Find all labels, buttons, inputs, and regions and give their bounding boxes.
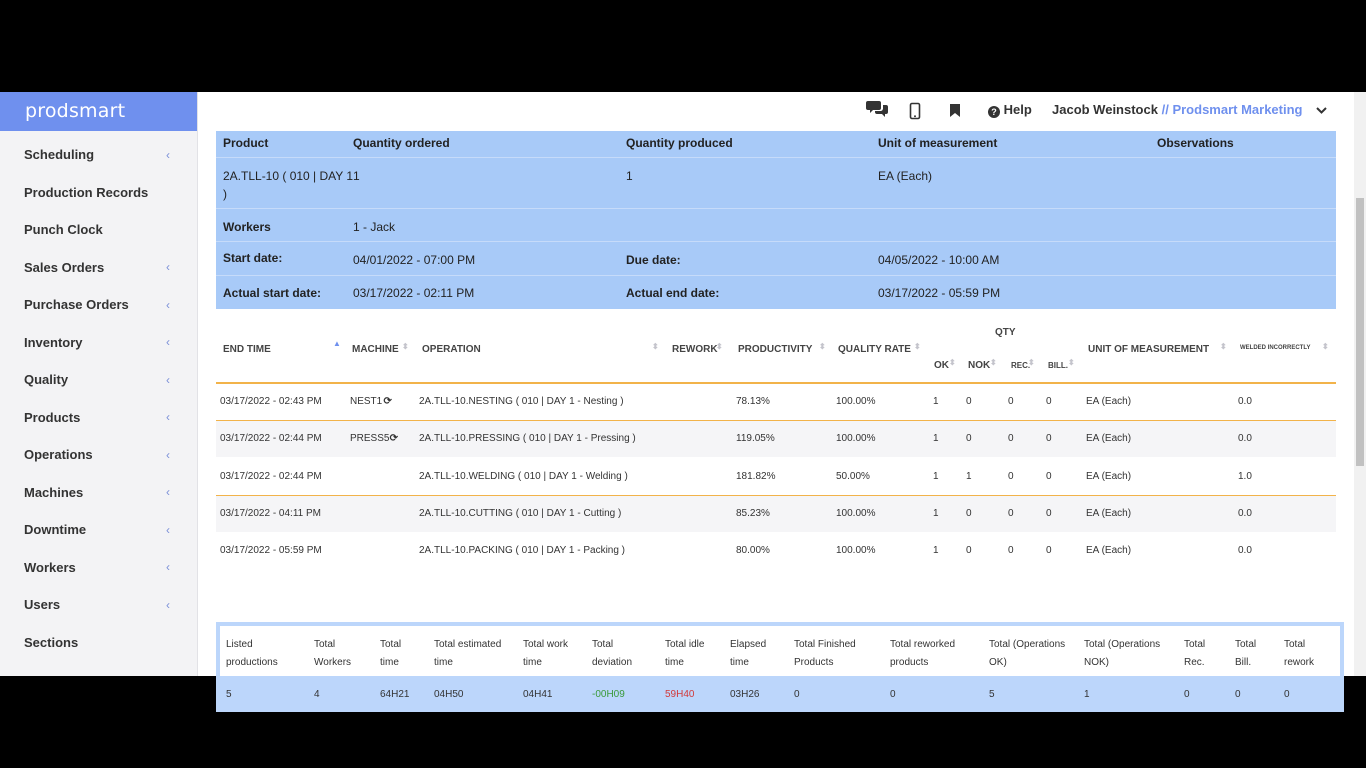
sidebar-item-label: Quality <box>24 372 69 388</box>
column-quality-rate[interactable]: QUALITY RATE <box>838 344 911 355</box>
totals-header-cell <box>523 636 568 672</box>
totals-value: 0 <box>1284 689 1290 700</box>
totals-label-line1: Elapsed <box>730 639 767 650</box>
cell-operation: 2A.TLL-10.PACKING ( 010 | DAY 1 - Packing ) <box>419 545 626 557</box>
help-link[interactable] <box>988 102 1032 118</box>
totals-value: 04H50 <box>434 689 464 700</box>
cell-uom: EA (Each) <box>1086 433 1132 445</box>
chevron-left-icon: ‹ <box>166 147 170 162</box>
page-scrollbar[interactable] <box>1354 92 1366 676</box>
totals-value: 0 <box>794 689 800 700</box>
sort-icon[interactable]: ⬍ <box>819 342 826 351</box>
totals-value: 0 <box>1235 689 1241 700</box>
cell-welded: 0.0 <box>1238 396 1252 407</box>
sidebar-item-products[interactable] <box>0 399 197 437</box>
cell-uom: EA (Each) <box>1086 396 1132 407</box>
sidebar-item-label: Users <box>24 597 61 613</box>
totals-label-line2: NOK) <box>1084 657 1109 668</box>
cell-productivity: 85.23% <box>736 507 770 519</box>
sidebar-item-workers[interactable] <box>0 549 197 587</box>
totals-header-cell <box>434 636 501 672</box>
cell-ok: 1 <box>933 545 939 557</box>
totals-label-line2: Bill. <box>1235 657 1252 668</box>
cell-operation: 2A.TLL-10.WELDING ( 010 | DAY 1 - Welding ) <box>419 470 628 482</box>
actual-start-date-value: 03/17/2022 - 02:11 PM <box>353 286 475 300</box>
totals-value: 03H26 <box>730 689 760 700</box>
table-row[interactable] <box>216 384 1336 420</box>
sidebar-item-label: Purchase Orders <box>24 297 129 313</box>
chevron-down-icon <box>1316 102 1327 117</box>
cell-ok: 1 <box>933 396 939 407</box>
quantity-ordered-value: 1 <box>353 169 360 183</box>
sort-icon[interactable]: ⬍ <box>949 358 956 367</box>
refresh-icon[interactable]: ⟳ <box>383 396 392 407</box>
cell-productivity: 181.82% <box>736 470 776 482</box>
cell-quality: 100.00% <box>836 545 876 557</box>
sidebar-item-label: Downtime <box>24 522 87 538</box>
chevron-left-icon: ‹ <box>166 372 170 387</box>
cell-productivity: 119.05% <box>736 433 775 445</box>
totals-label-line2: time <box>730 657 749 668</box>
chevron-left-icon: ‹ <box>166 485 170 500</box>
sort-icon[interactable]: ⬍ <box>914 342 921 351</box>
column-rec[interactable]: REC. <box>1011 361 1031 370</box>
chevron-left-icon: ‹ <box>166 335 170 350</box>
sidebar-item-label: Sales Orders <box>24 259 105 275</box>
chevron-left-icon: ‹ <box>166 560 170 575</box>
sidebar-item-punch-clock[interactable] <box>0 211 197 249</box>
cell-welded: 0.0 <box>1238 433 1252 445</box>
cell-nok: 0 <box>966 507 972 519</box>
start-date-value: 04/01/2022 - 07:00 PM <box>353 253 476 267</box>
totals-label-line2: deviation <box>592 657 633 668</box>
column-ok[interactable]: OK <box>934 360 949 371</box>
totals-header-cell <box>1084 636 1160 672</box>
sort-icon[interactable]: ⬍ <box>1220 342 1227 351</box>
scrollbar-thumb[interactable] <box>1356 198 1364 466</box>
table-row[interactable] <box>216 421 1336 457</box>
cell-bill: 0 <box>1046 507 1052 519</box>
totals-value: 0 <box>890 689 896 700</box>
sidebar-item-purchase-orders[interactable] <box>0 286 197 324</box>
totals-header-cell <box>730 636 766 672</box>
totals-label-line1: Total <box>314 639 336 650</box>
totals-label-line2: Workers <box>314 657 352 668</box>
sidebar-item-quality[interactable] <box>0 361 197 399</box>
totals-label-line1: Total <box>1235 639 1257 650</box>
totals-header-cell <box>890 636 955 672</box>
actual-end-date-label: Actual end date: <box>626 286 720 300</box>
cell-nok: 0 <box>966 545 972 557</box>
workers-label: Workers <box>223 220 271 234</box>
sidebar-item-machines[interactable] <box>0 474 197 512</box>
column-productivity[interactable]: PRODUCTIVITY <box>738 344 813 355</box>
quantity-produced-label: Quantity produced <box>626 136 733 150</box>
quantity-produced-value: 1 <box>626 169 633 183</box>
totals-label-line1: Total <box>1284 639 1306 650</box>
table-row[interactable] <box>216 533 1336 569</box>
chevron-left-icon: ‹ <box>166 410 170 425</box>
totals-header-cell <box>1235 636 1256 672</box>
observations-label: Observations <box>1157 136 1234 150</box>
sidebar-item-label: Products <box>24 409 81 425</box>
totals-header-cell <box>380 636 401 672</box>
sidebar-item-label: Operations <box>24 447 93 463</box>
sort-icon[interactable]: ⬍ <box>716 342 723 351</box>
due-date-label: Due date: <box>626 253 681 267</box>
totals-label-line2: time <box>380 657 399 668</box>
cell-end: 03/17/2022 - 05:59 PM <box>220 545 322 557</box>
totals-value: -00H09 <box>592 689 625 700</box>
cell-bill: 0 <box>1046 470 1052 482</box>
sidebar-nav <box>0 131 197 661</box>
chevron-left-icon: ‹ <box>166 297 170 312</box>
cell-quality: 100.00% <box>836 433 876 445</box>
help-icon: ? <box>988 106 1000 118</box>
totals-label-line1: Total (Operations <box>989 639 1066 650</box>
actual-end-date-value: 03/17/2022 - 05:59 PM <box>878 286 1001 300</box>
cell-productivity: 78.13% <box>736 396 770 407</box>
brand-logo[interactable]: prodsmart <box>0 92 197 131</box>
cell-rec: 0 <box>1008 545 1014 557</box>
sidebar-item-inventory[interactable] <box>0 324 197 362</box>
cell-operation: 2A.TLL-10.NESTING ( 010 | DAY 1 - Nesting ) <box>419 396 624 407</box>
sort-icon[interactable]: ⬍ <box>1028 358 1035 367</box>
unit-of-measurement-value: EA (Each) <box>878 169 933 183</box>
operations-table-header <box>216 327 1336 383</box>
unit-of-measurement-label: Unit of measurement <box>878 136 998 150</box>
quantity-ordered-label: Quantity ordered <box>353 136 450 150</box>
totals-label-line1: Total <box>1184 639 1206 650</box>
totals-label-line1: Total <box>592 639 614 650</box>
cell-welded: 0.0 <box>1238 545 1252 557</box>
totals-label-line2: OK) <box>989 657 1007 668</box>
chevron-left-icon: ‹ <box>166 522 170 537</box>
topbar <box>198 92 1354 131</box>
chevron-left-icon: ‹ <box>166 260 170 275</box>
cell-ok: 1 <box>933 507 939 519</box>
totals-label-line2: rework <box>1284 657 1315 668</box>
totals-label-line1: Total idle <box>665 639 705 650</box>
totals-value: 4 <box>314 689 320 700</box>
sort-icon[interactable]: ⬍ <box>1322 342 1329 351</box>
cell-end: 03/17/2022 - 02:44 PM <box>220 470 322 482</box>
totals-header-cell <box>794 636 856 672</box>
cell-bill: 0 <box>1046 545 1052 557</box>
cell-operation: 2A.TLL-10.CUTTING ( 010 | DAY 1 - Cutting ) <box>419 507 622 519</box>
totals-label-line2: products <box>890 657 929 668</box>
cell-nok: 0 <box>966 396 972 407</box>
totals-label-line1: Total work <box>523 639 569 650</box>
sort-asc-icon[interactable]: ▲ <box>333 339 341 348</box>
cell-quality: 50.00% <box>836 470 870 482</box>
totals-header-cell <box>989 636 1065 672</box>
production-detail <box>198 131 1354 700</box>
cell-ok: 1 <box>933 470 939 482</box>
chat-icon[interactable] <box>866 100 888 120</box>
cell-quality: 100.00% <box>836 507 876 519</box>
sidebar-item-operations[interactable] <box>0 436 197 474</box>
sidebar-item-production-records[interactable] <box>0 174 197 212</box>
cell-uom: EA (Each) <box>1086 545 1132 557</box>
totals-value: 04H41 <box>523 689 553 700</box>
totals-label-line1: Total <box>380 639 402 650</box>
cell-quality: 100.00% <box>836 396 876 407</box>
sort-icon[interactable]: ⬍ <box>652 342 659 351</box>
sidebar-item-scheduling[interactable] <box>0 136 197 174</box>
user-separator: // <box>1161 102 1169 117</box>
workers-value: 1 - Jack <box>353 220 396 234</box>
cell-nok: 0 <box>966 433 972 445</box>
cell-rec: 0 <box>1008 433 1014 445</box>
totals-label-line1: Listed <box>226 639 253 650</box>
chevron-left-icon: ‹ <box>166 447 170 462</box>
totals-label-line2: time <box>434 657 453 668</box>
table-row[interactable] <box>216 459 1336 495</box>
product-value-line2: ) <box>223 187 227 201</box>
column-operation[interactable]: OPERATION <box>422 344 481 355</box>
totals-header-cell <box>1284 636 1314 672</box>
cell-machine: NEST1 <box>350 396 383 407</box>
totals-label-line1: Total (Operations <box>1084 639 1161 650</box>
cell-ok: 1 <box>933 433 939 445</box>
totals-value: 5 <box>226 689 232 700</box>
sort-icon[interactable]: ⬍ <box>1068 358 1075 367</box>
sidebar-item-label: Scheduling <box>24 147 95 163</box>
product-label: Product <box>223 136 269 150</box>
table-row[interactable] <box>216 496 1336 532</box>
totals-header-cell <box>314 636 351 672</box>
product-value-line1: 2A.TLL-10 ( 010 | DAY 1 <box>223 169 354 183</box>
sidebar-item-downtime[interactable] <box>0 511 197 549</box>
sidebar-item-label: Workers <box>24 559 76 575</box>
column-rework[interactable]: REWORK <box>672 344 718 355</box>
sidebar <box>0 92 198 676</box>
help-label: Help <box>1003 102 1032 117</box>
cell-bill: 0 <box>1046 396 1052 407</box>
cell-uom: EA (Each) <box>1086 470 1132 482</box>
cell-rec: 0 <box>1008 396 1014 407</box>
column-unit-of-measurement[interactable]: UNIT OF MEASUREMENT <box>1088 344 1210 355</box>
totals-label-line1: Total estimated <box>434 639 502 650</box>
sort-icon[interactable]: ⬍ <box>402 342 409 351</box>
cell-rec: 0 <box>1008 470 1014 482</box>
totals-header-cell <box>592 636 632 672</box>
due-date-value: 04/05/2022 - 10:00 AM <box>878 253 1000 267</box>
actual-start-date-label: Actual start date: <box>223 286 322 300</box>
sidebar-item-label: Production Records <box>24 184 149 200</box>
sidebar-item-label: Machines <box>24 484 84 500</box>
totals-header-cell <box>1184 636 1205 672</box>
user-menu[interactable] <box>1052 102 1327 117</box>
cell-operation: 2A.TLL-10.PRESSING ( 010 | DAY 1 - Pressing ) <box>419 433 636 445</box>
cell-nok: 1 <box>966 470 972 482</box>
cell-bill: 0 <box>1046 433 1052 445</box>
totals-header-cell <box>665 636 704 672</box>
totals-label-line1: Total Finished <box>794 639 856 650</box>
mobile-icon[interactable] <box>910 103 920 122</box>
totals-label-line2: Products <box>794 657 834 668</box>
totals-value: 5 <box>989 689 995 700</box>
cell-end: 03/17/2022 - 02:43 PM <box>220 396 322 407</box>
totals-label-line1: Total reworked <box>890 639 956 650</box>
sidebar-item-sections[interactable] <box>0 624 197 662</box>
cell-uom: EA (Each) <box>1086 507 1132 519</box>
cell-rec: 0 <box>1008 507 1014 519</box>
totals-panel <box>216 622 1344 712</box>
start-date-label: Start date: <box>223 251 283 265</box>
sidebar-item-sales-orders[interactable] <box>0 249 197 287</box>
refresh-icon[interactable]: ⟳ <box>389 433 398 445</box>
totals-label-line2: time <box>523 657 542 668</box>
production-info-panel <box>216 131 1336 309</box>
sidebar-item-users[interactable] <box>0 586 197 624</box>
cell-productivity: 80.00% <box>736 545 770 557</box>
organization-name: Prodsmart Marketing <box>1172 102 1303 117</box>
cell-end: 03/17/2022 - 04:11 PM <box>220 507 321 519</box>
cell-machine: PRESS5 <box>350 433 390 445</box>
user-name: Jacob Weinstock <box>1052 102 1158 117</box>
totals-value: 59H40 <box>665 689 695 700</box>
sort-icon[interactable]: ⬍ <box>990 358 997 367</box>
totals-value: 1 <box>1084 689 1090 700</box>
app-window <box>0 92 1366 700</box>
chevron-left-icon: ‹ <box>166 597 170 612</box>
column-nok[interactable]: NOK <box>968 360 991 371</box>
totals-label-line2: time <box>665 657 684 668</box>
bookmark-icon[interactable] <box>950 104 960 120</box>
column-welded-incorrectly[interactable]: WELDED INCORRECTLY <box>1240 345 1311 351</box>
totals-value: 0 <box>1184 689 1190 700</box>
cell-welded: 1.0 <box>1238 470 1252 482</box>
totals-label-line2: productions <box>226 657 278 668</box>
cell-end: 03/17/2022 - 02:44 PM <box>220 433 322 445</box>
totals-header-cell <box>226 636 278 672</box>
totals-label-line2: Rec. <box>1184 657 1205 668</box>
sidebar-item-label: Sections <box>24 634 79 650</box>
sidebar-item-label: Inventory <box>24 334 83 350</box>
column-bill[interactable]: BILL. <box>1048 361 1068 370</box>
column-machine[interactable]: MACHINE <box>352 344 399 355</box>
totals-value: 64H21 <box>380 689 410 700</box>
column-qty: QTY <box>995 327 1016 338</box>
sidebar-item-label: Punch Clock <box>24 222 103 238</box>
column-end-time[interactable]: END TIME <box>223 344 271 355</box>
cell-welded: 0.0 <box>1238 507 1252 519</box>
